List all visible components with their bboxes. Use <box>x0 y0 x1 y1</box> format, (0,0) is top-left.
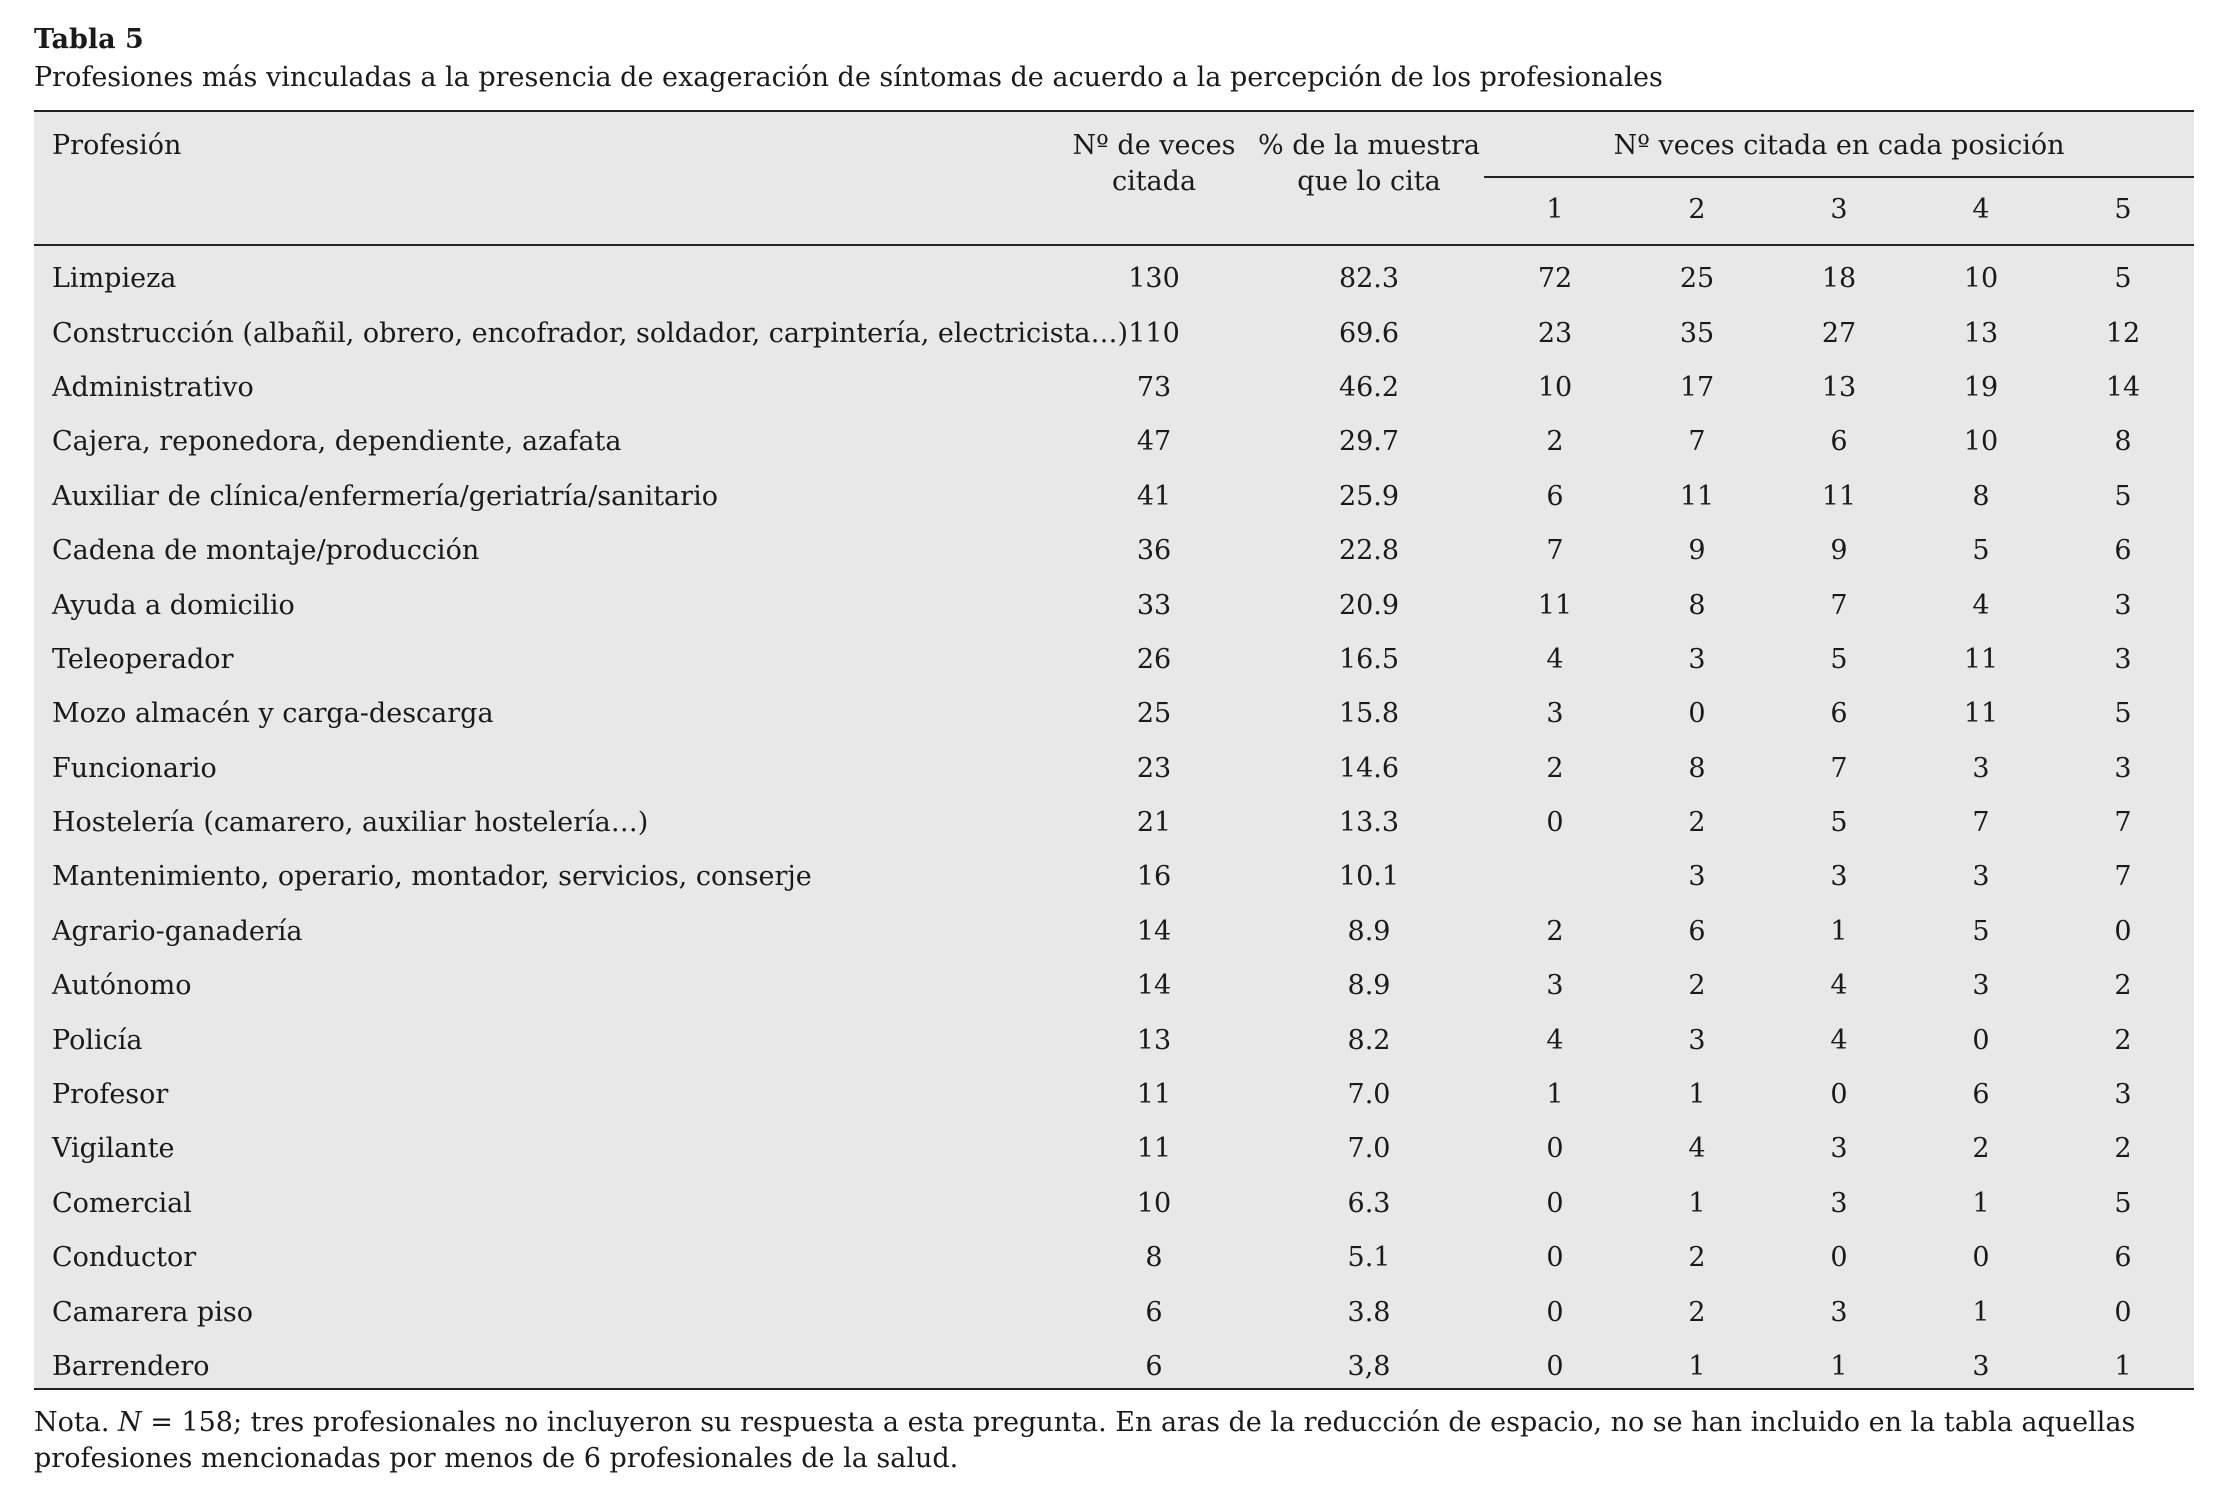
table-row <box>34 850 2194 904</box>
cell-posicion-2: 9 <box>1688 535 1706 567</box>
table-row <box>34 415 2194 469</box>
cell-posicion-4: 5 <box>1972 535 1990 567</box>
cell-posicion-5: 2 <box>2114 1024 2132 1056</box>
cell-posicion-4: 3 <box>1972 752 1990 784</box>
cell-veces-citada: 11 <box>1136 1133 1172 1165</box>
cell-veces-citada: 6 <box>1145 1351 1163 1382</box>
cell-posicion-3: 7 <box>1830 589 1848 621</box>
header-veces-citada <box>1054 112 1254 245</box>
cell-posicion-2: 7 <box>1688 426 1706 458</box>
cell-posicion-5: 5 <box>2114 263 2132 295</box>
cell-veces-citada: 73 <box>1136 371 1172 403</box>
cell-profesion: Barrendero <box>52 1351 210 1382</box>
cell-posicion-5: 3 <box>2114 1079 2132 1111</box>
cell-posicion-5: 5 <box>2114 480 2132 512</box>
table-row <box>34 470 2194 524</box>
cell-posicion-2: 1 <box>1688 1351 1706 1382</box>
cell-posicion-4: 6 <box>1972 1079 1990 1111</box>
table-row <box>34 1068 2194 1122</box>
cell-porcentaje: 25.9 <box>1338 480 1400 512</box>
header-pct-line1: % de la muestra <box>1257 130 1481 161</box>
cell-posicion-3: 4 <box>1830 1024 1848 1056</box>
cell-veces-citada: 36 <box>1136 535 1172 567</box>
cell-posicion-4: 3 <box>1972 970 1990 1002</box>
cell-posicion-5: 6 <box>2114 535 2132 567</box>
cell-profesion: Comercial <box>52 1187 192 1219</box>
cell-veces-citada: 21 <box>1136 807 1172 839</box>
cell-posicion-3: 6 <box>1830 426 1848 458</box>
cell-posicion-5: 3 <box>2114 752 2132 784</box>
cell-posicion-3: 5 <box>1830 643 1848 675</box>
cell-posicion-2: 8 <box>1688 589 1706 621</box>
cell-posicion-3: 9 <box>1830 535 1848 567</box>
cell-posicion-2: 2 <box>1688 1296 1706 1328</box>
cell-posicion-4: 19 <box>1963 371 1999 403</box>
cell-posicion-5: 2 <box>2114 970 2132 1002</box>
cell-profesion: Mantenimiento, operario, montador, servicios, conserje <box>52 861 812 893</box>
cell-posicion-2: 2 <box>1688 807 1706 839</box>
cell-posicion-2: 2 <box>1688 970 1706 1002</box>
cell-profesion: Conductor <box>52 1242 197 1274</box>
cell-profesion: Construcción (albañil, obrero, encofrador, soldador, carpintería, electricista…) <box>52 317 1129 349</box>
cell-posicion-1: 0 <box>1546 1133 1564 1165</box>
cell-veces-citada: 110 <box>1128 317 1180 349</box>
header-profesion: Profesión <box>34 112 1054 245</box>
table-row <box>34 1177 2194 1231</box>
table-note <box>34 1405 2184 1477</box>
cell-posicion-4: 3 <box>1972 1351 1990 1382</box>
cell-profesion: Funcionario <box>52 752 217 784</box>
table-row <box>34 524 2194 578</box>
table-row <box>34 1013 2194 1067</box>
cell-veces-citada: 6 <box>1145 1296 1163 1328</box>
cell-porcentaje: 20.9 <box>1338 589 1400 621</box>
cell-profesion: Teleoperador <box>52 643 234 675</box>
cell-posicion-4: 0 <box>1972 1242 1990 1274</box>
cell-posicion-1: 1 <box>1546 1079 1564 1111</box>
cell-posicion-2: 17 <box>1679 371 1715 403</box>
cell-posicion-3: 6 <box>1830 698 1848 730</box>
cell-posicion-4: 13 <box>1963 317 1999 349</box>
cell-porcentaje: 6.3 <box>1347 1187 1391 1219</box>
cell-veces-citada: 14 <box>1136 970 1172 1002</box>
cell-posicion-1: 2 <box>1546 752 1564 784</box>
cell-porcentaje: 8.2 <box>1347 1024 1391 1056</box>
cell-posicion-5: 14 <box>2105 371 2141 403</box>
cell-posicion-1 <box>1484 850 1626 904</box>
header-pos-4: 4 <box>1910 177 2052 245</box>
cell-posicion-5: 5 <box>2114 698 2132 730</box>
cell-profesion: Vigilante <box>52 1133 175 1165</box>
table-row <box>34 578 2194 632</box>
cell-posicion-2: 3 <box>1688 643 1706 675</box>
cell-posicion-1: 0 <box>1546 807 1564 839</box>
table-row <box>34 1231 2194 1285</box>
cell-posicion-5: 3 <box>2114 643 2132 675</box>
cell-porcentaje: 7.0 <box>1347 1079 1391 1111</box>
cell-veces-citada: 14 <box>1136 915 1172 947</box>
cell-profesion: Cajera, reponedora, dependiente, azafata <box>52 426 622 458</box>
cell-porcentaje: 69.6 <box>1338 317 1400 349</box>
cell-profesion: Mozo almacén y carga-descarga <box>52 698 494 730</box>
cell-posicion-1: 0 <box>1546 1242 1564 1274</box>
cell-posicion-1: 0 <box>1546 1187 1564 1219</box>
table-row <box>34 959 2194 1013</box>
cell-posicion-5: 5 <box>2114 1187 2132 1219</box>
cell-posicion-1: 72 <box>1537 263 1573 295</box>
table-row <box>34 1285 2194 1339</box>
cell-posicion-3: 3 <box>1830 1133 1848 1165</box>
cell-posicion-1: 7 <box>1546 535 1564 567</box>
cell-veces-citada: 10 <box>1136 1187 1172 1219</box>
cell-posicion-3: 1 <box>1830 915 1848 947</box>
cell-posicion-4: 1 <box>1972 1296 1990 1328</box>
cell-posicion-5: 2 <box>2114 1133 2132 1165</box>
cell-posicion-4: 8 <box>1972 480 1990 512</box>
cell-profesion: Limpieza <box>52 263 177 295</box>
cell-porcentaje: 22.8 <box>1338 535 1400 567</box>
cell-veces-citada: 16 <box>1136 861 1172 893</box>
cell-porcentaje: 8.9 <box>1347 970 1391 1002</box>
cell-posicion-2: 1 <box>1688 1079 1706 1111</box>
cell-posicion-3: 0 <box>1830 1242 1848 1274</box>
cell-posicion-1: 4 <box>1546 1024 1564 1056</box>
table-row <box>34 687 2194 741</box>
cell-posicion-4: 1 <box>1972 1187 1990 1219</box>
cell-veces-citada: 130 <box>1128 263 1180 295</box>
cell-porcentaje: 15.8 <box>1338 698 1400 730</box>
cell-posicion-2: 0 <box>1688 698 1706 730</box>
cell-posicion-3: 5 <box>1830 807 1848 839</box>
cell-posicion-1: 4 <box>1546 643 1564 675</box>
cell-posicion-1: 0 <box>1546 1351 1564 1382</box>
cell-porcentaje: 46.2 <box>1338 371 1400 403</box>
header-pos-2: 2 <box>1626 177 1768 245</box>
cell-veces-citada: 47 <box>1136 426 1172 458</box>
cell-posicion-4: 10 <box>1963 263 1999 295</box>
cell-posicion-2: 3 <box>1688 1024 1706 1056</box>
cell-veces-citada: 41 <box>1136 480 1172 512</box>
cell-profesion: Policía <box>52 1024 143 1056</box>
cell-porcentaje: 8.9 <box>1347 915 1391 947</box>
header-veces-line1: Nº de veces <box>1072 130 1236 161</box>
cell-posicion-5: 8 <box>2114 426 2132 458</box>
cell-posicion-2: 8 <box>1688 752 1706 784</box>
header-veces-line2: citada <box>1111 166 1197 197</box>
cell-porcentaje: 3,8 <box>1347 1351 1391 1382</box>
cell-posicion-2: 25 <box>1679 263 1715 295</box>
cell-posicion-4: 5 <box>1972 915 1990 947</box>
cell-porcentaje: 10.1 <box>1338 861 1400 893</box>
cell-posicion-4: 11 <box>1963 698 1999 730</box>
cell-posicion-3: 18 <box>1821 263 1857 295</box>
cell-posicion-4: 2 <box>1972 1133 1990 1165</box>
cell-posicion-1: 6 <box>1546 480 1564 512</box>
cell-posicion-1: 10 <box>1537 371 1573 403</box>
cell-posicion-5: 3 <box>2114 589 2132 621</box>
cell-posicion-5: 12 <box>2105 317 2141 349</box>
table-row <box>34 742 2194 796</box>
cell-porcentaje: 16.5 <box>1338 643 1400 675</box>
table-row <box>34 1122 2194 1176</box>
cell-porcentaje: 14.6 <box>1338 752 1400 784</box>
cell-veces-citada: 23 <box>1136 752 1172 784</box>
cell-posicion-3: 27 <box>1821 317 1857 349</box>
cell-posicion-3: 0 <box>1830 1079 1848 1111</box>
cell-posicion-4: 7 <box>1972 807 1990 839</box>
cell-posicion-5: 7 <box>2114 807 2132 839</box>
cell-posicion-1: 2 <box>1546 915 1564 947</box>
table-body <box>34 245 2194 1394</box>
cell-posicion-2: 4 <box>1688 1133 1706 1165</box>
table-row <box>34 1340 2194 1394</box>
cell-porcentaje: 7.0 <box>1347 1133 1391 1165</box>
cell-posicion-4: 10 <box>1963 426 1999 458</box>
cell-veces-citada: 11 <box>1136 1079 1172 1111</box>
cell-posicion-5: 0 <box>2114 915 2132 947</box>
cell-profesion: Ayuda a domicilio <box>52 589 295 621</box>
cell-posicion-2: 6 <box>1688 915 1706 947</box>
cell-posicion-1: 3 <box>1546 698 1564 730</box>
cell-profesion: Agrario-ganadería <box>52 915 303 947</box>
cell-posicion-3: 3 <box>1830 1187 1848 1219</box>
cell-posicion-3: 11 <box>1821 480 1857 512</box>
cell-posicion-4: 4 <box>1972 589 1990 621</box>
cell-posicion-5: 0 <box>2114 1296 2132 1328</box>
table-row <box>34 796 2194 850</box>
cell-posicion-2: 3 <box>1688 861 1706 893</box>
cell-posicion-5: 7 <box>2114 861 2132 893</box>
data-table-container <box>34 110 2194 1390</box>
cell-posicion-2: 11 <box>1679 480 1715 512</box>
cell-posicion-4: 3 <box>1972 861 1990 893</box>
cell-posicion-4: 11 <box>1963 643 1999 675</box>
cell-veces-citada: 13 <box>1136 1024 1172 1056</box>
note-lead: Nota. <box>34 1407 110 1438</box>
cell-posicion-3: 3 <box>1830 861 1848 893</box>
table-row <box>34 633 2194 687</box>
cell-porcentaje: 82.3 <box>1338 263 1400 295</box>
cell-posicion-3: 3 <box>1830 1296 1848 1328</box>
cell-posicion-3: 7 <box>1830 752 1848 784</box>
table-row <box>34 905 2194 959</box>
cell-profesion: Administrativo <box>52 371 254 403</box>
cell-profesion: Hostelería (camarero, auxiliar hostelería…) <box>52 807 649 839</box>
cell-veces-citada: 8 <box>1145 1242 1163 1274</box>
cell-posicion-1: 23 <box>1537 317 1573 349</box>
header-group-posicion: Nº veces citada en cada posición <box>1484 112 2194 177</box>
note-n-symbol: N <box>118 1407 142 1438</box>
cell-posicion-1: 2 <box>1546 426 1564 458</box>
table-row <box>34 306 2194 360</box>
cell-profesion: Autónomo <box>52 970 192 1002</box>
cell-posicion-1: 3 <box>1546 970 1564 1002</box>
cell-posicion-2: 2 <box>1688 1242 1706 1274</box>
cell-posicion-3: 13 <box>1821 371 1857 403</box>
cell-posicion-4: 0 <box>1972 1024 1990 1056</box>
cell-posicion-3: 4 <box>1830 970 1848 1002</box>
cell-profesion: Camarera piso <box>52 1296 253 1328</box>
header-porcentaje <box>1254 112 1484 245</box>
cell-veces-citada: 25 <box>1136 698 1172 730</box>
header-pct-line2: que lo cita <box>1297 166 1441 197</box>
header-pos-1: 1 <box>1484 177 1626 245</box>
cell-posicion-3: 1 <box>1830 1351 1848 1382</box>
cell-posicion-1: 0 <box>1546 1296 1564 1328</box>
note-text: = 158; tres profesionales no incluyeron su respuesta a esta pregunta. En aras de la reducción de espacio, no se han incluido en la tabla aquellas profesiones mencionadas por menos de 6 profesionales de la salud. <box>34 1407 2136 1474</box>
cell-veces-citada: 26 <box>1136 643 1172 675</box>
cell-posicion-1: 11 <box>1537 589 1573 621</box>
cell-posicion-2: 35 <box>1679 317 1715 349</box>
header-pos-3: 3 <box>1768 177 1910 245</box>
cell-posicion-5: 1 <box>2114 1351 2132 1382</box>
table-row <box>34 245 2194 306</box>
cell-profesion: Cadena de montaje/producción <box>52 535 480 567</box>
cell-porcentaje: 29.7 <box>1338 426 1400 458</box>
cell-porcentaje: 13.3 <box>1338 807 1400 839</box>
cell-posicion-5: 6 <box>2114 1242 2132 1274</box>
header-pos-5: 5 <box>2052 177 2194 245</box>
cell-profesion: Profesor <box>52 1079 169 1111</box>
cell-porcentaje: 5.1 <box>1347 1242 1391 1274</box>
cell-profesion: Auxiliar de clínica/enfermería/geriatría/sanitario <box>52 480 718 512</box>
table-caption-title: Profesiones más vinculadas a la presencia de exageración de síntomas de acuerdo a la percepción de los profesionales <box>34 62 1663 93</box>
table-row <box>34 361 2194 415</box>
cell-porcentaje: 3.8 <box>1347 1296 1391 1328</box>
cell-posicion-2: 1 <box>1688 1187 1706 1219</box>
table-caption-label: Tabla 5 <box>34 24 144 55</box>
data-table <box>34 112 2194 1394</box>
cell-veces-citada: 33 <box>1136 589 1172 621</box>
